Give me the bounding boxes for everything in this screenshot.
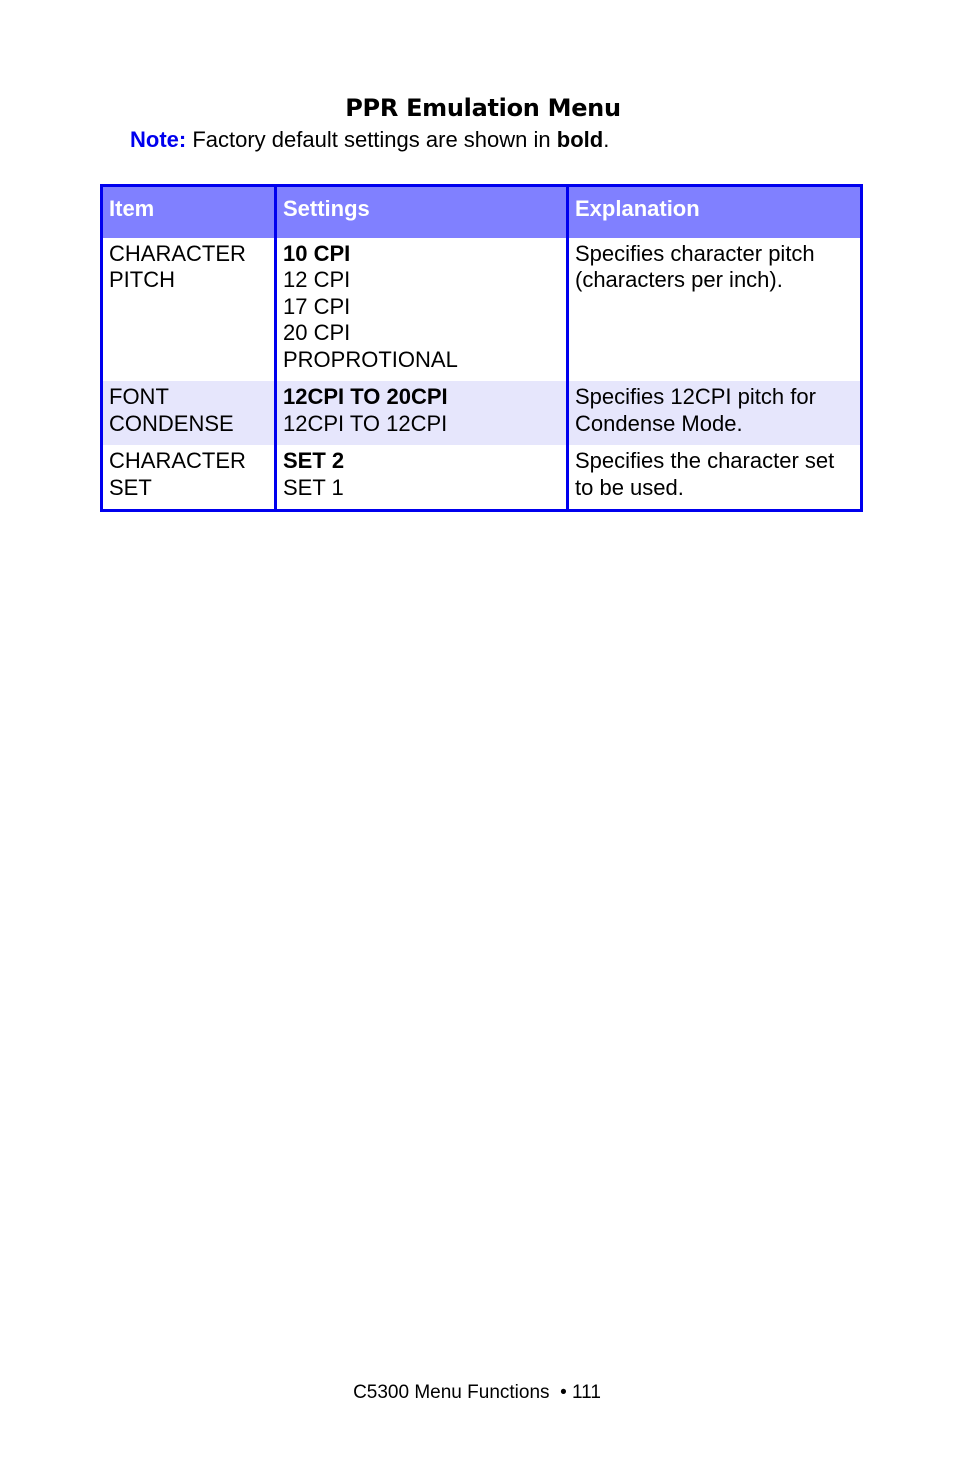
setting-option: SET 1 bbox=[283, 474, 344, 500]
header-settings: Settings bbox=[276, 186, 568, 238]
setting-option: 12 CPI bbox=[283, 267, 351, 292]
row-settings bbox=[276, 238, 568, 382]
row-explanation: Specifies character pitch (characters per inch). bbox=[568, 238, 862, 382]
default-setting: 10 CPI bbox=[283, 240, 351, 266]
table-row bbox=[102, 445, 862, 511]
default-setting: SET 2 bbox=[283, 448, 345, 473]
row-item: FONT CONDENSE bbox=[102, 381, 276, 445]
table-row bbox=[102, 381, 862, 445]
note-label: Note: bbox=[130, 127, 187, 152]
note-text-end: . bbox=[603, 127, 610, 152]
page-title: PPR Emulation Menu bbox=[345, 94, 621, 122]
header-item: Item bbox=[102, 186, 276, 238]
row-explanation: Specifies the character set to be used. bbox=[568, 445, 862, 511]
note bbox=[130, 126, 609, 154]
row-item: CHARACTER PITCH bbox=[102, 238, 276, 382]
default-setting: 12CPI TO 20CPI bbox=[283, 384, 448, 409]
page-footer: C5300 Menu Functions • 111 bbox=[353, 1382, 601, 1403]
row-settings bbox=[276, 445, 568, 511]
table-header-row bbox=[102, 186, 862, 238]
setting-option: PROPROTIONAL bbox=[283, 346, 458, 372]
note-bold-word: bold bbox=[556, 127, 604, 152]
setting-option: 12CPI TO 12CPI bbox=[283, 410, 448, 436]
setting-option: 20 CPI bbox=[283, 320, 351, 345]
row-item: CHARACTER SET bbox=[102, 445, 276, 511]
ppr-emulation-table bbox=[100, 184, 863, 512]
row-explanation: Specifies 12CPI pitch for Condense Mode. bbox=[568, 381, 862, 445]
table-row bbox=[102, 238, 862, 382]
note-text: Factory default settings are shown in bbox=[186, 127, 557, 152]
setting-option: 17 CPI bbox=[283, 293, 351, 319]
row-settings bbox=[276, 381, 568, 445]
header-explanation: Explanation bbox=[568, 186, 862, 238]
